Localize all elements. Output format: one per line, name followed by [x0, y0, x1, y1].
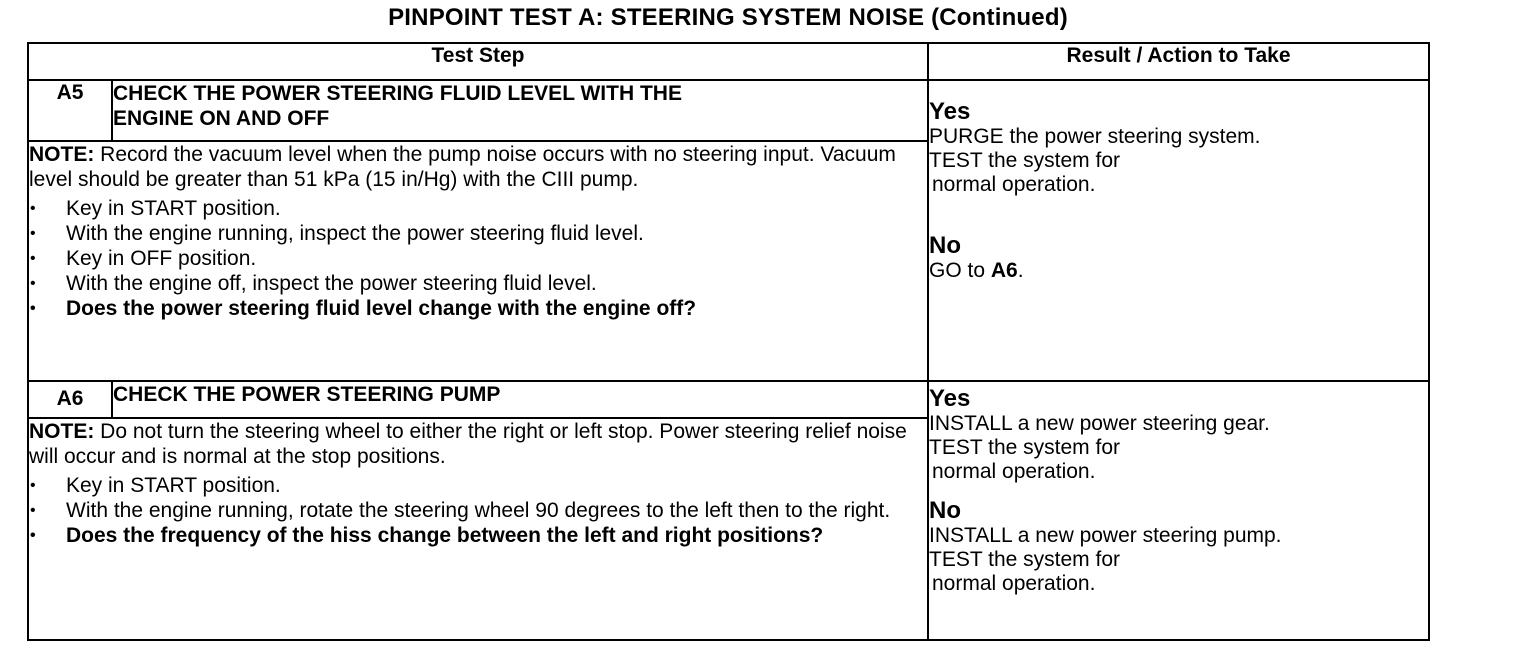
- yes-label-a6: Yes: [929, 385, 971, 412]
- step-a5-bullet: • Key in START position.: [29, 196, 927, 221]
- no-label-a6: No: [929, 497, 961, 524]
- step-a6-body: [28, 418, 928, 640]
- no-label-a5: No: [929, 232, 961, 259]
- step-a5-bullet: • With the engine off, inspect the power steering fluid level.: [29, 271, 927, 296]
- note-label-a6: NOTE:: [29, 420, 95, 443]
- yes-label-a5: Yes: [929, 98, 971, 125]
- step-a6-bullet: • With the engine running, rotate the steering wheel 90 degrees to the left then to the right.: [29, 498, 927, 523]
- step-a6-heading: CHECK THE POWER STEERING PUMP: [112, 381, 928, 418]
- note-label-a5: NOTE:: [29, 143, 95, 166]
- pinpoint-test-table: [27, 42, 1430, 641]
- no-action-a6-line1: INSTALL a new power steering pump.: [929, 524, 1282, 547]
- no-action-a5-target: A6: [990, 259, 1018, 282]
- step-code-a5: A5: [28, 80, 112, 141]
- step-a5-bullet: • With the engine running, inspect the power steering fluid level.: [29, 221, 927, 246]
- step-a6-heading-row: [28, 381, 1429, 418]
- step-a5-bullet-list: [29, 196, 927, 321]
- step-a5-heading-line1: CHECK THE POWER STEERING FLUID LEVEL WITH THE: [113, 82, 682, 105]
- yes-action-a6-line3: normal operation.: [932, 460, 1096, 483]
- step-code-a6: A6: [28, 381, 112, 418]
- step-a5-question: • Does the power steering fluid level change with the engine off?: [29, 296, 927, 321]
- step-a5-heading-line2: ENGINE ON AND OFF: [113, 107, 330, 130]
- test-step-header: Test Step: [28, 43, 928, 80]
- step-a5-heading: [112, 80, 928, 141]
- yes-action-a6-line1: INSTALL a new power steering gear.: [929, 412, 1270, 435]
- no-action-a5-suffix: .: [1017, 259, 1024, 282]
- step-a5-bullet: • Key in OFF position.: [29, 246, 927, 271]
- step-a5-heading-row: [28, 80, 1429, 141]
- step-a6-note: [29, 419, 927, 469]
- step-a5-body: [28, 141, 928, 381]
- yes-action-a6-line2: TEST the system for: [929, 436, 1120, 459]
- step-a5-result: [928, 80, 1429, 381]
- step-a6-bullet-list: [29, 473, 927, 548]
- result-header: Result / Action to Take: [928, 43, 1429, 80]
- yes-action-a5-line2: TEST the system for: [929, 149, 1120, 172]
- no-action-a5: [929, 259, 1428, 283]
- step-a6-result: [928, 381, 1429, 640]
- no-action-a6-line2: TEST the system for: [929, 548, 1120, 571]
- yes-action-a5-line3: normal operation.: [932, 173, 1096, 196]
- step-a6-question: • Does the frequency of the hiss change between the left and right positions?: [29, 523, 927, 548]
- page-title: PINPOINT TEST A: STEERING SYSTEM NOISE (Continued): [388, 4, 1068, 31]
- step-a5-note: [29, 142, 927, 192]
- yes-action-a5-line1: PURGE the power steering system.: [929, 125, 1261, 148]
- no-action-a5-prefix: GO to: [929, 259, 991, 282]
- note-text-a6: Do not turn the steering wheel to either the right or left stop. Power steering relief noise will occur and is normal at the stop positions.: [29, 420, 907, 468]
- header-row: [28, 43, 1429, 80]
- note-text-a5: Record the vacuum level when the pump noise occurs with no steering input. Vacuum level should be greater than 51 kPa (15 in/Hg) with the CIII pump.: [29, 143, 896, 191]
- step-a6-bullet: • Key in START position.: [29, 473, 927, 498]
- no-action-a6-line3: normal operation.: [932, 572, 1096, 595]
